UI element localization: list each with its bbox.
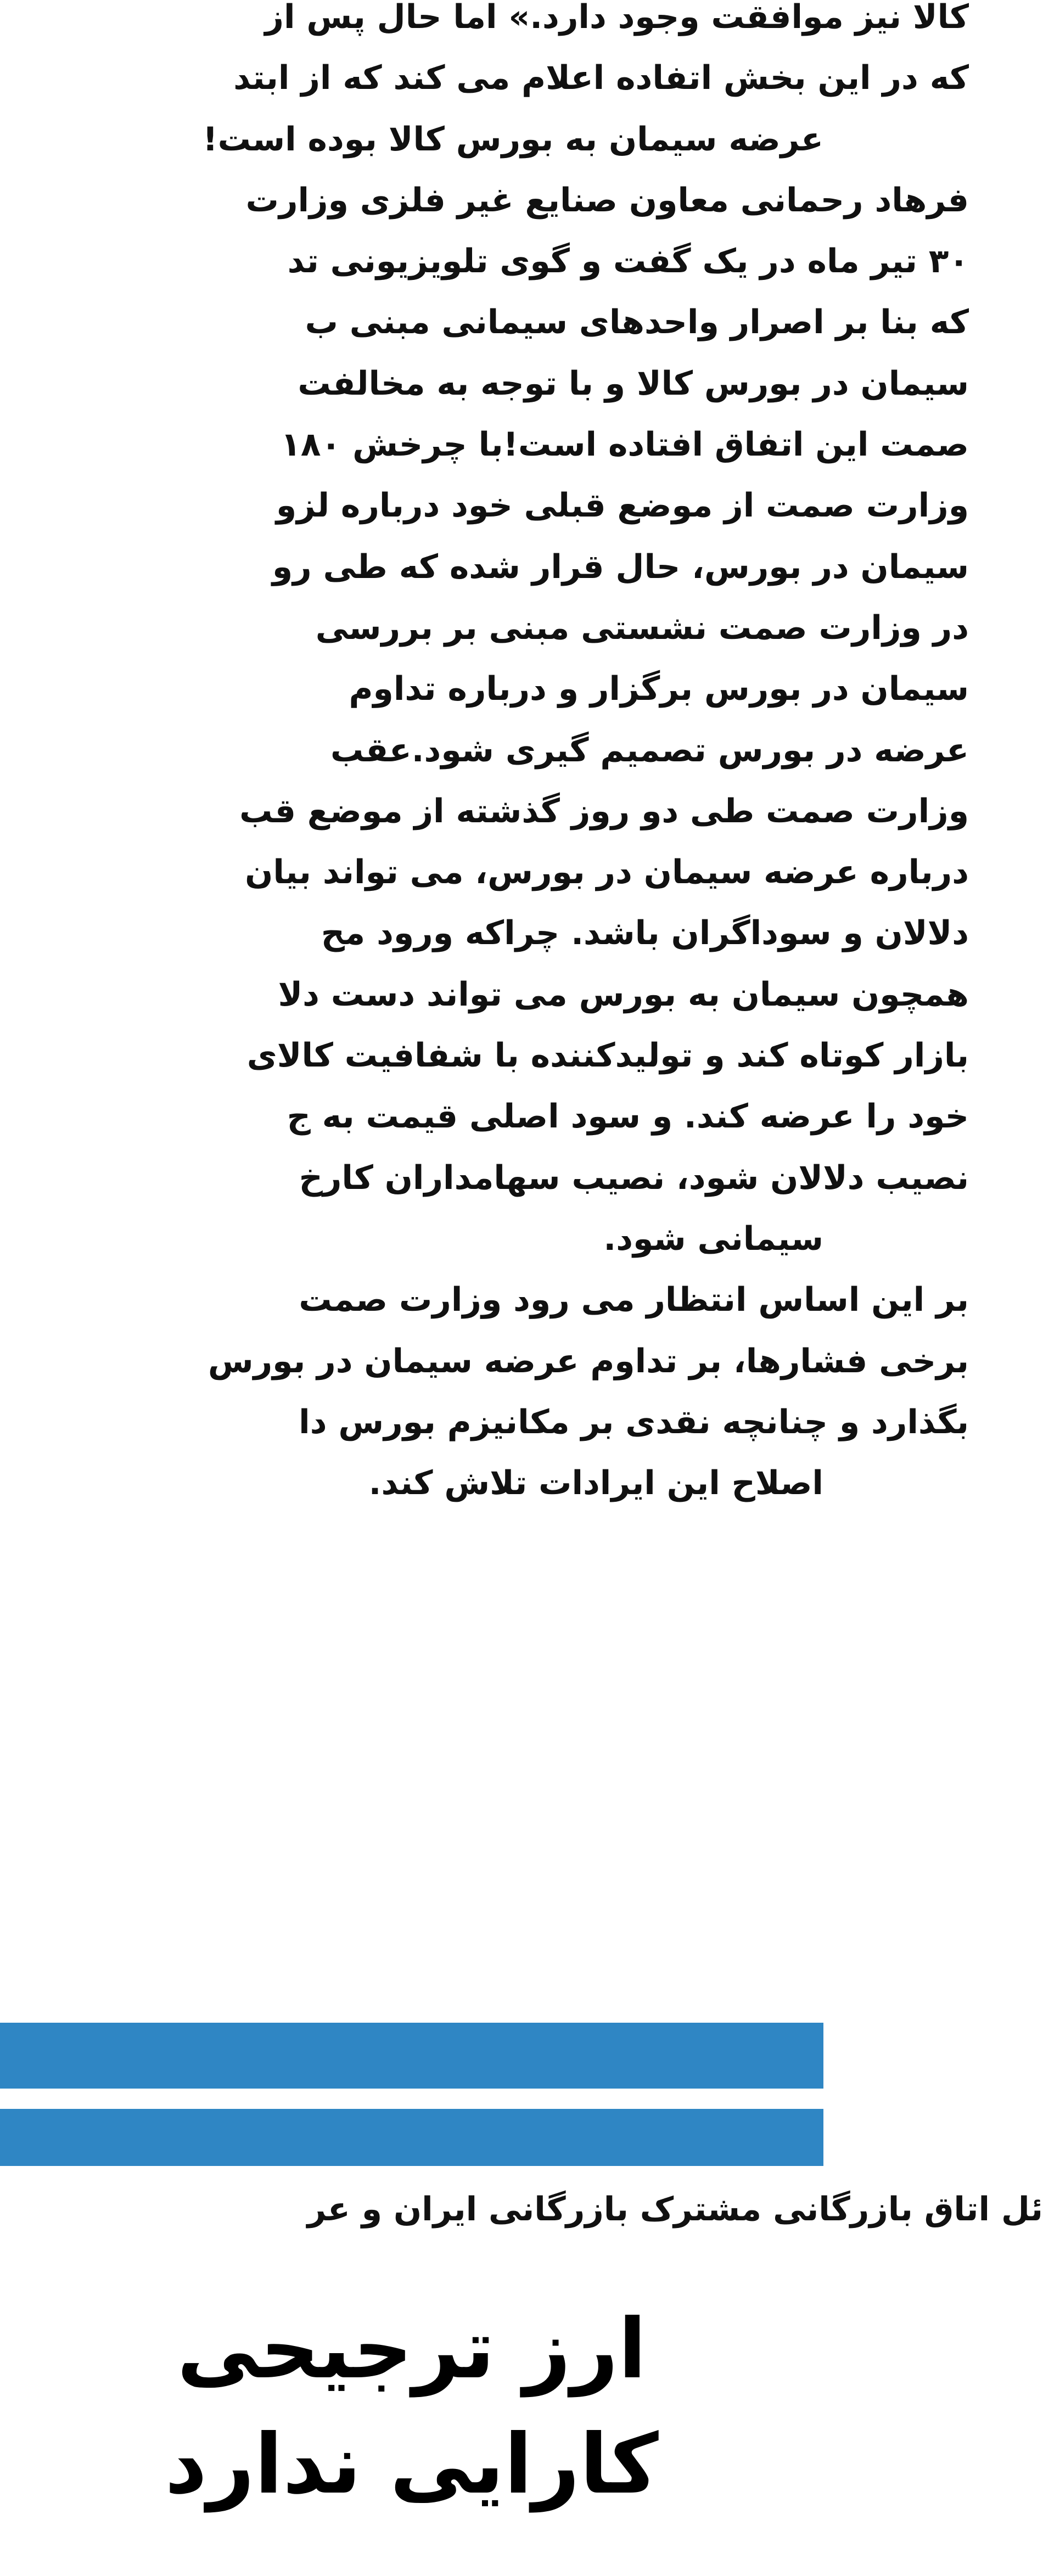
section-divider-band bbox=[0, 2109, 823, 2166]
article-line: که بنا بر اصرار واحدهای سیمانی مبنی ب bbox=[305, 303, 969, 342]
headline-line-2: کارایی ندارد bbox=[165, 2417, 659, 2512]
section-divider-band bbox=[0, 2023, 823, 2089]
article-line: درباره عرضه سیمان در بورس، می تواند بیان bbox=[245, 853, 969, 892]
article-line: همچون سیمان به بورس می تواند دست دلا bbox=[278, 975, 969, 1014]
article-line: که در این بخش اتفاده اعلام می کند که از ابتد bbox=[233, 59, 969, 98]
article-line: اصلاح این ایرادات تلاش کند. bbox=[368, 1464, 823, 1503]
article-line: سیمان در بورس برگزار و درباره تداوم bbox=[349, 670, 969, 709]
section-divider-gap bbox=[0, 2089, 823, 2109]
article-kicker: ئل اتاق بازرگانی مشترک بازرگانی ایران و عر bbox=[307, 2190, 1043, 2229]
article-line: نصیب دلالان شود، نصیب سهامداران کارخ bbox=[299, 1158, 969, 1197]
article-line: بازار کوتاه کند و تولیدکننده با شفافیت کالای bbox=[246, 1036, 969, 1075]
article-headline bbox=[0, 2292, 823, 2522]
article-line: صمت این اتفاق افتاده است!با چرخش ۱۸۰ bbox=[281, 425, 969, 464]
article-line: عرضه در بورس تصمیم گیری شود.عقب bbox=[330, 731, 969, 770]
article-line: وزارت صمت طی دو روز گذشته از موضع قب bbox=[239, 792, 969, 830]
article-line: ۳۰ تیر ماه در یک گفت و گوی تلویزیونی تد bbox=[287, 242, 969, 281]
article-line: سیمان در بورس کالا و با توجه به مخالفت bbox=[298, 364, 969, 403]
article-line: وزارت صمت از موضع قبلی خود درباره لزو bbox=[276, 486, 969, 525]
article-line: در وزارت صمت نشستی مبنی بر بررسی bbox=[315, 608, 969, 647]
article-line: خود را عرضه کند. و سود اصلی قیمت به ج bbox=[287, 1097, 969, 1136]
article-line: کالا نیز موافقت وجود دارد.» اما حال پس از bbox=[265, 0, 969, 36]
article-line: بگذارد و چنانچه نقدی بر مکانیزم بورس دا bbox=[299, 1402, 969, 1441]
article-line: فرهاد رحمانی معاون صنایع غیر فلزی وزارت bbox=[245, 181, 969, 220]
article-line: بر این اساس انتظار می رود وزارت صمت bbox=[299, 1281, 969, 1320]
article-line: سیمان در بورس، حال قرار شده که طی رو bbox=[272, 547, 969, 586]
headline-line-1: ارز ترجیحی bbox=[177, 2302, 647, 2397]
article-line: عرضه سیمان به بورس کالا بوده است! bbox=[203, 120, 823, 159]
second-article-header bbox=[0, 2176, 1043, 2576]
article-line: سیمانی شود. bbox=[603, 1219, 823, 1258]
article-line: برخی فشارها، بر تداوم عرضه سیمان در بورس bbox=[208, 1342, 969, 1380]
article-line: دلالان و سوداگران باشد. چراکه ورود مح bbox=[321, 914, 969, 953]
